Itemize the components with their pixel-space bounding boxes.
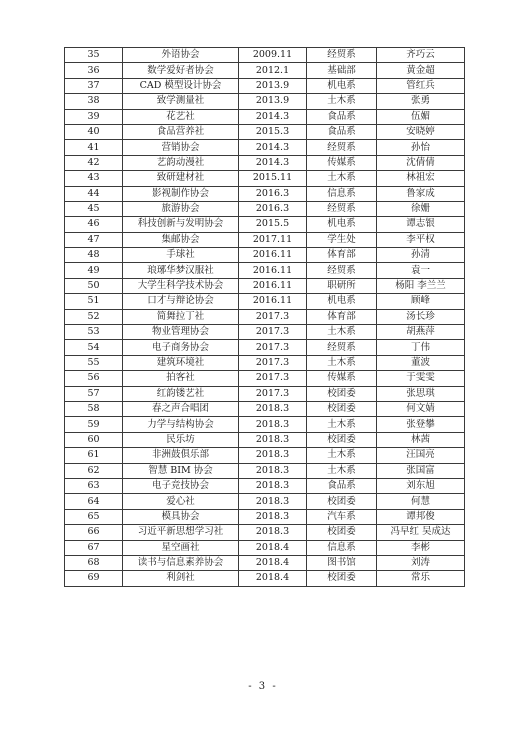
advisor-name: 张登攀 xyxy=(377,417,465,432)
department: 传媒系 xyxy=(307,371,377,386)
row-number: 47 xyxy=(65,232,123,247)
advisor-name: 丁伟 xyxy=(377,340,465,355)
department: 图书馆 xyxy=(307,555,377,570)
department: 经贸系 xyxy=(307,201,377,216)
table-row xyxy=(65,217,465,232)
table-row xyxy=(65,94,465,109)
founded-date: 2018.3 xyxy=(239,448,307,463)
club-name: 旅游协会 xyxy=(123,201,239,216)
advisor-name: 董波 xyxy=(377,355,465,370)
advisor-name: 谭邦俊 xyxy=(377,509,465,524)
founded-date: 2016.11 xyxy=(239,278,307,293)
advisor-name: 李彬 xyxy=(377,540,465,555)
club-name: 食品营养社 xyxy=(123,124,239,139)
row-number: 66 xyxy=(65,525,123,540)
founded-date: 2017.3 xyxy=(239,309,307,324)
club-name: 物业管理协会 xyxy=(123,325,239,340)
club-name: 艺韵动漫社 xyxy=(123,155,239,170)
department: 体育部 xyxy=(307,309,377,324)
club-name: 大学生科学技术协会 xyxy=(123,278,239,293)
page-number: - 3 - xyxy=(248,681,278,692)
table-row xyxy=(65,432,465,447)
row-number: 38 xyxy=(65,94,123,109)
club-name: 数学爱好者协会 xyxy=(123,63,239,78)
table-row xyxy=(65,494,465,509)
advisor-name: 林茜 xyxy=(377,432,465,447)
advisor-name: 黄金超 xyxy=(377,63,465,78)
founded-date: 2017.11 xyxy=(239,232,307,247)
table-row xyxy=(65,355,465,370)
founded-date: 2018.4 xyxy=(239,555,307,570)
table-row xyxy=(65,509,465,524)
row-number: 59 xyxy=(65,417,123,432)
founded-date: 2018.4 xyxy=(239,571,307,586)
department: 土木系 xyxy=(307,171,377,186)
row-number: 56 xyxy=(65,371,123,386)
row-number: 68 xyxy=(65,555,123,570)
founded-date: 2017.3 xyxy=(239,355,307,370)
advisor-name: 谭志银 xyxy=(377,217,465,232)
founded-date: 2014.3 xyxy=(239,140,307,155)
founded-date: 2014.3 xyxy=(239,155,307,170)
advisor-name: 汤长珍 xyxy=(377,309,465,324)
table-row xyxy=(65,48,465,63)
founded-date: 2015.3 xyxy=(239,124,307,139)
row-number: 48 xyxy=(65,248,123,263)
table-row xyxy=(65,124,465,139)
club-name: 科技创新与发明协会 xyxy=(123,217,239,232)
department: 校团委 xyxy=(307,571,377,586)
table-row xyxy=(65,63,465,78)
founded-date: 2016.11 xyxy=(239,294,307,309)
founded-date: 2018.3 xyxy=(239,509,307,524)
department: 土木系 xyxy=(307,417,377,432)
club-name: 非洲鼓俱乐部 xyxy=(123,448,239,463)
founded-date: 2017.3 xyxy=(239,325,307,340)
club-name: 读书与信息素养协会 xyxy=(123,555,239,570)
department: 经贸系 xyxy=(307,140,377,155)
club-name: 电子竞技协会 xyxy=(123,478,239,493)
founded-date: 2017.3 xyxy=(239,340,307,355)
department: 校团委 xyxy=(307,432,377,447)
row-number: 49 xyxy=(65,263,123,278)
advisor-name: 顾峰 xyxy=(377,294,465,309)
department: 土木系 xyxy=(307,94,377,109)
table-row xyxy=(65,555,465,570)
row-number: 39 xyxy=(65,109,123,124)
advisor-name: 张思琪 xyxy=(377,386,465,401)
club-name: 集邮协会 xyxy=(123,232,239,247)
club-name: 致研建材社 xyxy=(123,171,239,186)
advisor-name: 汪国亮 xyxy=(377,448,465,463)
club-name: 力学与结构协会 xyxy=(123,417,239,432)
department: 土木系 xyxy=(307,448,377,463)
club-name: 营销协会 xyxy=(123,140,239,155)
founded-date: 2013.9 xyxy=(239,78,307,93)
row-number: 46 xyxy=(65,217,123,232)
row-number: 60 xyxy=(65,432,123,447)
row-number: 40 xyxy=(65,124,123,139)
department: 学生处 xyxy=(307,232,377,247)
advisor-name: 齐巧云 xyxy=(377,48,465,63)
department: 信息系 xyxy=(307,540,377,555)
advisor-name: 徐姗 xyxy=(377,201,465,216)
row-number: 61 xyxy=(65,448,123,463)
table-row xyxy=(65,571,465,586)
advisor-name: 刘涛 xyxy=(377,555,465,570)
department: 体育部 xyxy=(307,248,377,263)
table-row xyxy=(65,325,465,340)
table-row xyxy=(65,525,465,540)
table-row xyxy=(65,278,465,293)
advisor-name: 常乐 xyxy=(377,571,465,586)
department: 食品系 xyxy=(307,124,377,139)
row-number: 51 xyxy=(65,294,123,309)
row-number: 35 xyxy=(65,48,123,63)
advisor-name: 鲁家成 xyxy=(377,186,465,201)
founded-date: 2017.3 xyxy=(239,371,307,386)
row-number: 67 xyxy=(65,540,123,555)
club-roster-body xyxy=(65,48,465,587)
club-name: 花艺社 xyxy=(123,109,239,124)
department: 土木系 xyxy=(307,325,377,340)
advisor-name: 管红兵 xyxy=(377,78,465,93)
founded-date: 2009.11 xyxy=(239,48,307,63)
table-row xyxy=(65,294,465,309)
department: 食品系 xyxy=(307,478,377,493)
club-name: 影视制作协会 xyxy=(123,186,239,201)
department: 职研所 xyxy=(307,278,377,293)
founded-date: 2016.3 xyxy=(239,186,307,201)
advisor-name: 胡燕萍 xyxy=(377,325,465,340)
table-row xyxy=(65,448,465,463)
advisor-name: 刘东旭 xyxy=(377,478,465,493)
department: 基础部 xyxy=(307,63,377,78)
row-number: 64 xyxy=(65,494,123,509)
founded-date: 2018.3 xyxy=(239,463,307,478)
founded-date: 2016.3 xyxy=(239,201,307,216)
department: 校团委 xyxy=(307,401,377,416)
club-roster-table xyxy=(64,47,465,587)
advisor-name: 林祖宏 xyxy=(377,171,465,186)
advisor-name: 孙清 xyxy=(377,248,465,263)
club-name: 民乐坊 xyxy=(123,432,239,447)
table-row xyxy=(65,232,465,247)
club-name: 红韵镂艺社 xyxy=(123,386,239,401)
row-number: 50 xyxy=(65,278,123,293)
founded-date: 2013.9 xyxy=(239,94,307,109)
department: 经贸系 xyxy=(307,48,377,63)
founded-date: 2017.3 xyxy=(239,386,307,401)
advisor-name: 伍媚 xyxy=(377,109,465,124)
table-row xyxy=(65,263,465,278)
row-number: 57 xyxy=(65,386,123,401)
table-row xyxy=(65,248,465,263)
club-name: 简舞拉丁社 xyxy=(123,309,239,324)
club-name: 外语协会 xyxy=(123,48,239,63)
table-row xyxy=(65,463,465,478)
table-row xyxy=(65,478,465,493)
table-row xyxy=(65,401,465,416)
department: 信息系 xyxy=(307,186,377,201)
department: 校团委 xyxy=(307,386,377,401)
founded-date: 2018.3 xyxy=(239,417,307,432)
row-number: 63 xyxy=(65,478,123,493)
department: 土木系 xyxy=(307,463,377,478)
club-name: 建筑环境社 xyxy=(123,355,239,370)
advisor-name: 袁一 xyxy=(377,263,465,278)
club-name: 智慧 BIM 协会 xyxy=(123,463,239,478)
table-row xyxy=(65,386,465,401)
row-number: 69 xyxy=(65,571,123,586)
advisor-name: 何文婧 xyxy=(377,401,465,416)
row-number: 41 xyxy=(65,140,123,155)
advisor-name: 张国富 xyxy=(377,463,465,478)
table-row xyxy=(65,340,465,355)
advisor-name: 安晓婷 xyxy=(377,124,465,139)
department: 食品系 xyxy=(307,109,377,124)
advisor-name: 孙怡 xyxy=(377,140,465,155)
table-row xyxy=(65,78,465,93)
founded-date: 2016.11 xyxy=(239,248,307,263)
department: 土木系 xyxy=(307,355,377,370)
club-name: 拍客社 xyxy=(123,371,239,386)
club-name: 致学测量社 xyxy=(123,94,239,109)
row-number: 54 xyxy=(65,340,123,355)
advisor-name: 张勇 xyxy=(377,94,465,109)
club-name: 手球社 xyxy=(123,248,239,263)
table-row xyxy=(65,186,465,201)
table-row xyxy=(65,171,465,186)
department: 汽车系 xyxy=(307,509,377,524)
department: 机电系 xyxy=(307,294,377,309)
club-name: 电子商务协会 xyxy=(123,340,239,355)
table-row xyxy=(65,109,465,124)
club-name: 利剑社 xyxy=(123,571,239,586)
founded-date: 2015.5 xyxy=(239,217,307,232)
department: 机电系 xyxy=(307,217,377,232)
table-row xyxy=(65,371,465,386)
founded-date: 2018.3 xyxy=(239,478,307,493)
founded-date: 2018.3 xyxy=(239,432,307,447)
department: 校团委 xyxy=(307,494,377,509)
table-row xyxy=(65,540,465,555)
row-number: 58 xyxy=(65,401,123,416)
club-name: 琅琊华梦汉服社 xyxy=(123,263,239,278)
row-number: 53 xyxy=(65,325,123,340)
founded-date: 2012.1 xyxy=(239,63,307,78)
department: 经贸系 xyxy=(307,340,377,355)
club-name: 春之声合唱团 xyxy=(123,401,239,416)
department: 传媒系 xyxy=(307,155,377,170)
table-row xyxy=(65,155,465,170)
advisor-name: 沈倩倩 xyxy=(377,155,465,170)
row-number: 37 xyxy=(65,78,123,93)
department: 校团委 xyxy=(307,525,377,540)
row-number: 42 xyxy=(65,155,123,170)
table-row xyxy=(65,417,465,432)
department: 经贸系 xyxy=(307,263,377,278)
founded-date: 2018.3 xyxy=(239,525,307,540)
department: 机电系 xyxy=(307,78,377,93)
row-number: 65 xyxy=(65,509,123,524)
advisor-name: 杨阳 李兰兰 xyxy=(377,278,465,293)
row-number: 36 xyxy=(65,63,123,78)
advisor-name: 冯早红 吴成达 xyxy=(377,525,465,540)
founded-date: 2018.3 xyxy=(239,401,307,416)
row-number: 52 xyxy=(65,309,123,324)
club-name: 习近平新思想学习社 xyxy=(123,525,239,540)
founded-date: 2018.4 xyxy=(239,540,307,555)
founded-date: 2018.3 xyxy=(239,494,307,509)
club-name: CAD 模型设计协会 xyxy=(123,78,239,93)
club-name: 爱心社 xyxy=(123,494,239,509)
club-name: 星空画社 xyxy=(123,540,239,555)
table-row xyxy=(65,140,465,155)
row-number: 55 xyxy=(65,355,123,370)
advisor-name: 李平权 xyxy=(377,232,465,247)
club-name: 模具协会 xyxy=(123,509,239,524)
advisor-name: 于雯雯 xyxy=(377,371,465,386)
club-name: 口才与辩论协会 xyxy=(123,294,239,309)
founded-date: 2014.3 xyxy=(239,109,307,124)
row-number: 43 xyxy=(65,171,123,186)
founded-date: 2016.11 xyxy=(239,263,307,278)
table-row xyxy=(65,201,465,216)
row-number: 62 xyxy=(65,463,123,478)
table-row xyxy=(65,309,465,324)
row-number: 45 xyxy=(65,201,123,216)
founded-date: 2015.11 xyxy=(239,171,307,186)
advisor-name: 何慧 xyxy=(377,494,465,509)
row-number: 44 xyxy=(65,186,123,201)
